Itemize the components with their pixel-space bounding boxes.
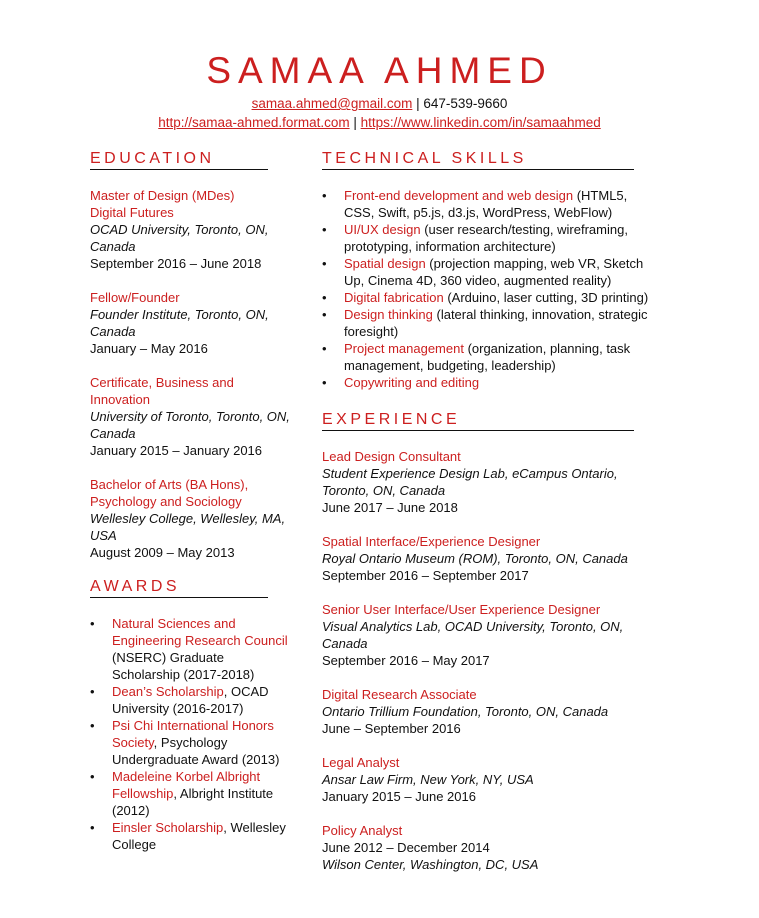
job-title: Senior User Interface/User Experience Designer: [322, 602, 601, 617]
school-name: OCAD University, Toronto, ON, Canada: [90, 222, 269, 254]
degree-subtitle: Digital Futures: [90, 205, 174, 220]
education-entry: [90, 289, 290, 357]
skill-detail: (organization, planning, task management, budgeting, leadership): [344, 341, 631, 373]
left-column: [90, 150, 290, 853]
job-dates: June 2012 – December 2014: [322, 840, 490, 855]
awards-heading: AWARDS: [90, 578, 268, 598]
experience-entry: [322, 686, 652, 737]
job-dates: January 2015 – June 2016: [322, 789, 476, 804]
award-name: Psi Chi International Honors Society: [112, 718, 274, 750]
job-title: Spatial Interface/Experience Designer: [322, 534, 541, 549]
degree-title: Master of Design (MDes): [90, 188, 235, 203]
degree-title: Bachelor of Arts (BA Hons),: [90, 477, 249, 492]
job-organization: Ansar Law Firm, New York, NY, USA: [322, 772, 534, 787]
school-name: Wellesley College, Wellesley, MA, USA: [90, 511, 286, 543]
award-name: Natural Sciences and Engineering Research Council: [112, 616, 288, 648]
experience-entry: [322, 822, 652, 873]
skill-name: Digital fabrication: [344, 290, 444, 305]
skill-detail: (Arduino, laser cutting, 3D printing): [443, 290, 649, 305]
job-dates: June 2017 – June 2018: [322, 500, 458, 515]
contact-line-1: [0, 96, 759, 111]
contact-separator: |: [349, 115, 361, 130]
skill-item: [322, 306, 652, 340]
education-entry: [90, 476, 290, 561]
award-item: [90, 819, 290, 853]
award-detail: , Wellesley College: [112, 820, 286, 852]
job-title: Lead Design Consultant: [322, 449, 461, 464]
skill-name: Design thinking: [344, 307, 433, 322]
skill-detail: (user research/testing, wireframing, prototyping, information architecture): [344, 222, 628, 254]
job-dates: September 2016 – September 2017: [322, 568, 529, 583]
skill-item: [322, 255, 652, 289]
award-name: Dean’s Scholarship: [112, 684, 224, 699]
education-entry: [90, 187, 290, 272]
job-organization: Royal Ontario Museum (ROM), Toronto, ON, Canada: [322, 551, 628, 566]
award-detail: , OCAD University (2016-2017): [112, 684, 269, 716]
email-link[interactable]: samaa.ahmed@gmail.com: [251, 96, 413, 111]
skill-name: Copywriting and editing: [344, 375, 480, 390]
education-entry: [90, 374, 290, 459]
award-detail: , Albright Institute (2012): [112, 786, 274, 818]
education-heading: EDUCATION: [90, 150, 268, 170]
award-item: [90, 768, 290, 819]
portfolio-link[interactable]: http://samaa-ahmed.format.com: [158, 115, 350, 130]
skill-name: Project management: [344, 341, 464, 356]
job-dates: September 2016 – May 2017: [322, 653, 490, 668]
award-name: Madeleine Korbel Albright Fellowship: [112, 769, 261, 801]
job-organization: Ontario Trillium Foundation, Toronto, ON, Canada: [322, 704, 609, 719]
experience-entry: [322, 448, 652, 516]
skill-item: [322, 221, 652, 255]
linkedin-link[interactable]: https://www.linkedin.com/in/samaahmed: [360, 115, 601, 130]
award-item: [90, 717, 290, 768]
job-dates: June – September 2016: [322, 721, 461, 736]
skill-name: Front-end development and web design: [344, 188, 574, 203]
job-organization: Student Experience Design Lab, eCampus Ontario, Toronto, ON, Canada: [322, 466, 618, 498]
skill-detail: (projection mapping, web VR, Sketch Up, Cinema 4D, 360 video, augmented reality): [344, 256, 644, 288]
skill-item: [322, 374, 652, 391]
education-dates: August 2009 – May 2013: [90, 545, 235, 560]
skill-item: [322, 187, 652, 221]
degree-title: Certificate, Business and Innovation: [90, 375, 234, 407]
education-dates: September 2016 – June 2018: [90, 256, 262, 271]
job-title: Policy Analyst: [322, 823, 403, 838]
contact-separator: |: [412, 96, 424, 111]
experience-entry: [322, 601, 652, 669]
skill-name: Spatial design: [344, 256, 426, 271]
job-organization: Visual Analytics Lab, OCAD University, Toronto, ON, Canada: [322, 619, 624, 651]
resume-name: SAMAA AHMED: [206, 50, 553, 91]
education-dates: January 2015 – January 2016: [90, 443, 263, 458]
award-detail: , Psychology Undergraduate Award (2013): [112, 735, 280, 767]
job-title: Legal Analyst: [322, 755, 400, 770]
award-item: [90, 615, 290, 683]
skill-item: [322, 289, 652, 306]
skill-item: [322, 340, 652, 374]
job-title: Digital Research Associate: [322, 687, 477, 702]
skill-detail: (HTML5, CSS, Swift, p5.js, d3.js, WordPress, WebFlow): [344, 188, 628, 220]
right-column: [322, 150, 652, 890]
skill-name: UI/UX design: [344, 222, 421, 237]
degree-subtitle: Psychology and Sociology: [90, 494, 242, 509]
experience-entry: [322, 533, 652, 584]
awards-list: [90, 615, 290, 853]
skills-heading: TECHNICAL SKILLS: [322, 150, 634, 170]
award-detail: (NSERC) Graduate Scholarship (2017-2018): [112, 650, 255, 682]
award-item: [90, 683, 290, 717]
school-name: Founder Institute, Toronto, ON, Canada: [90, 307, 269, 339]
degree-title: Fellow/Founder: [90, 290, 180, 305]
experience-entry: [322, 754, 652, 805]
phone-number: 647-539-9660: [423, 96, 508, 111]
award-name: Einsler Scholarship: [112, 820, 224, 835]
job-organization: Wilson Center, Washington, DC, USA: [322, 857, 539, 872]
skill-detail: (lateral thinking, innovation, strategic foresight): [344, 307, 648, 339]
experience-heading: EXPERIENCE: [322, 411, 634, 431]
contact-line-2: [0, 115, 759, 130]
school-name: University of Toronto, Toronto, ON, Canada: [90, 409, 290, 441]
skills-list: [322, 187, 652, 391]
education-dates: January – May 2016: [90, 341, 208, 356]
